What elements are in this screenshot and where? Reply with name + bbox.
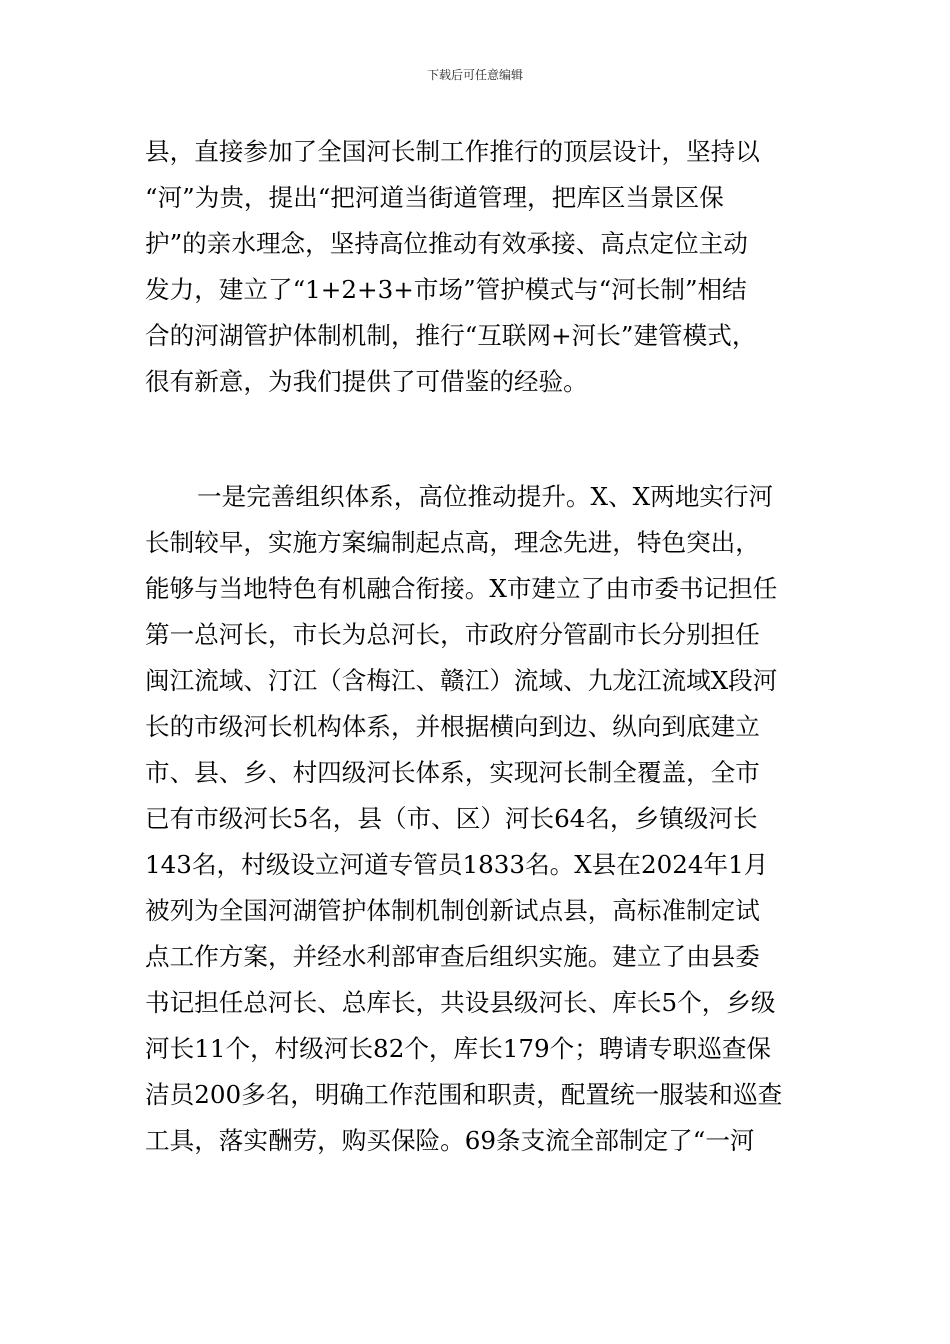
text-line: 很有新意，为我们提供了可借鉴的经验。 bbox=[145, 367, 588, 396]
text-line: 发力，建立了“1+2+3+市场”管护模式与“河长制”相结 bbox=[145, 275, 747, 304]
text-line: 长的市级河长机构体系，并根据横向到边、纵向到底建立 bbox=[145, 712, 760, 741]
text-line: 长制较早，实施方案编制起点高，理念先进，特色突出， bbox=[145, 528, 760, 557]
text-line: 市、县、乡、村四级河长体系，实现河长制全覆盖，全市 bbox=[145, 758, 760, 787]
text-line: 合的河湖管护体制机制，推行“互联网+河长”建管模式， bbox=[145, 321, 757, 350]
text-line: 143名，村级设立河道专管员1833名。X县在2024年1月 bbox=[145, 850, 769, 879]
text-line: 能够与当地特色有机融合衔接。X市建立了由市委书记担任 bbox=[145, 574, 778, 603]
page-header: 下载后可任意编辑 bbox=[426, 68, 523, 82]
text-line: “河”为贵，提出“把河道当街道管理，把库区当景区保 bbox=[145, 183, 724, 212]
text-line: 工具，落实酬劳，购买保险。69条支流全部制定了“一河 bbox=[145, 1126, 755, 1155]
text-line: 护”的亲水理念，坚持高位推动有效承接、高点定位主动 bbox=[145, 229, 748, 258]
text-line: 县，直接参加了全国河长制工作推行的顶层设计，坚持以 bbox=[145, 137, 760, 166]
text-line: 闽江流域、汀江（含梅江、赣江）流域、九龙江流域X段河 bbox=[145, 666, 778, 695]
text-line: 点工作方案，并经水利部审查后组织实施。建立了由县委 bbox=[145, 942, 760, 971]
text-line: 第一总河长，市长为总河长，市政府分管副市长分别担任 bbox=[145, 620, 760, 649]
text-line: 一是完善组织体系，高位推动提升。X、X两地实行河 bbox=[197, 482, 774, 511]
text-line: 河长11个，村级河长82个，库长179个；聘请专职巡查保 bbox=[145, 1034, 772, 1063]
text-line: 被列为全国河湖管护体制机制创新试点县，高标准制定试 bbox=[145, 896, 760, 925]
text-line: 书记担任总河长、总库长，共设县级河长、库长5个，乡级 bbox=[145, 988, 776, 1017]
text-line: 已有市级河长5名，县（市、区）河长64名，乡镇级河长 bbox=[145, 804, 758, 833]
text-line: 洁员200多名，明确工作范围和职责，配置统一服装和巡查 bbox=[145, 1080, 783, 1109]
